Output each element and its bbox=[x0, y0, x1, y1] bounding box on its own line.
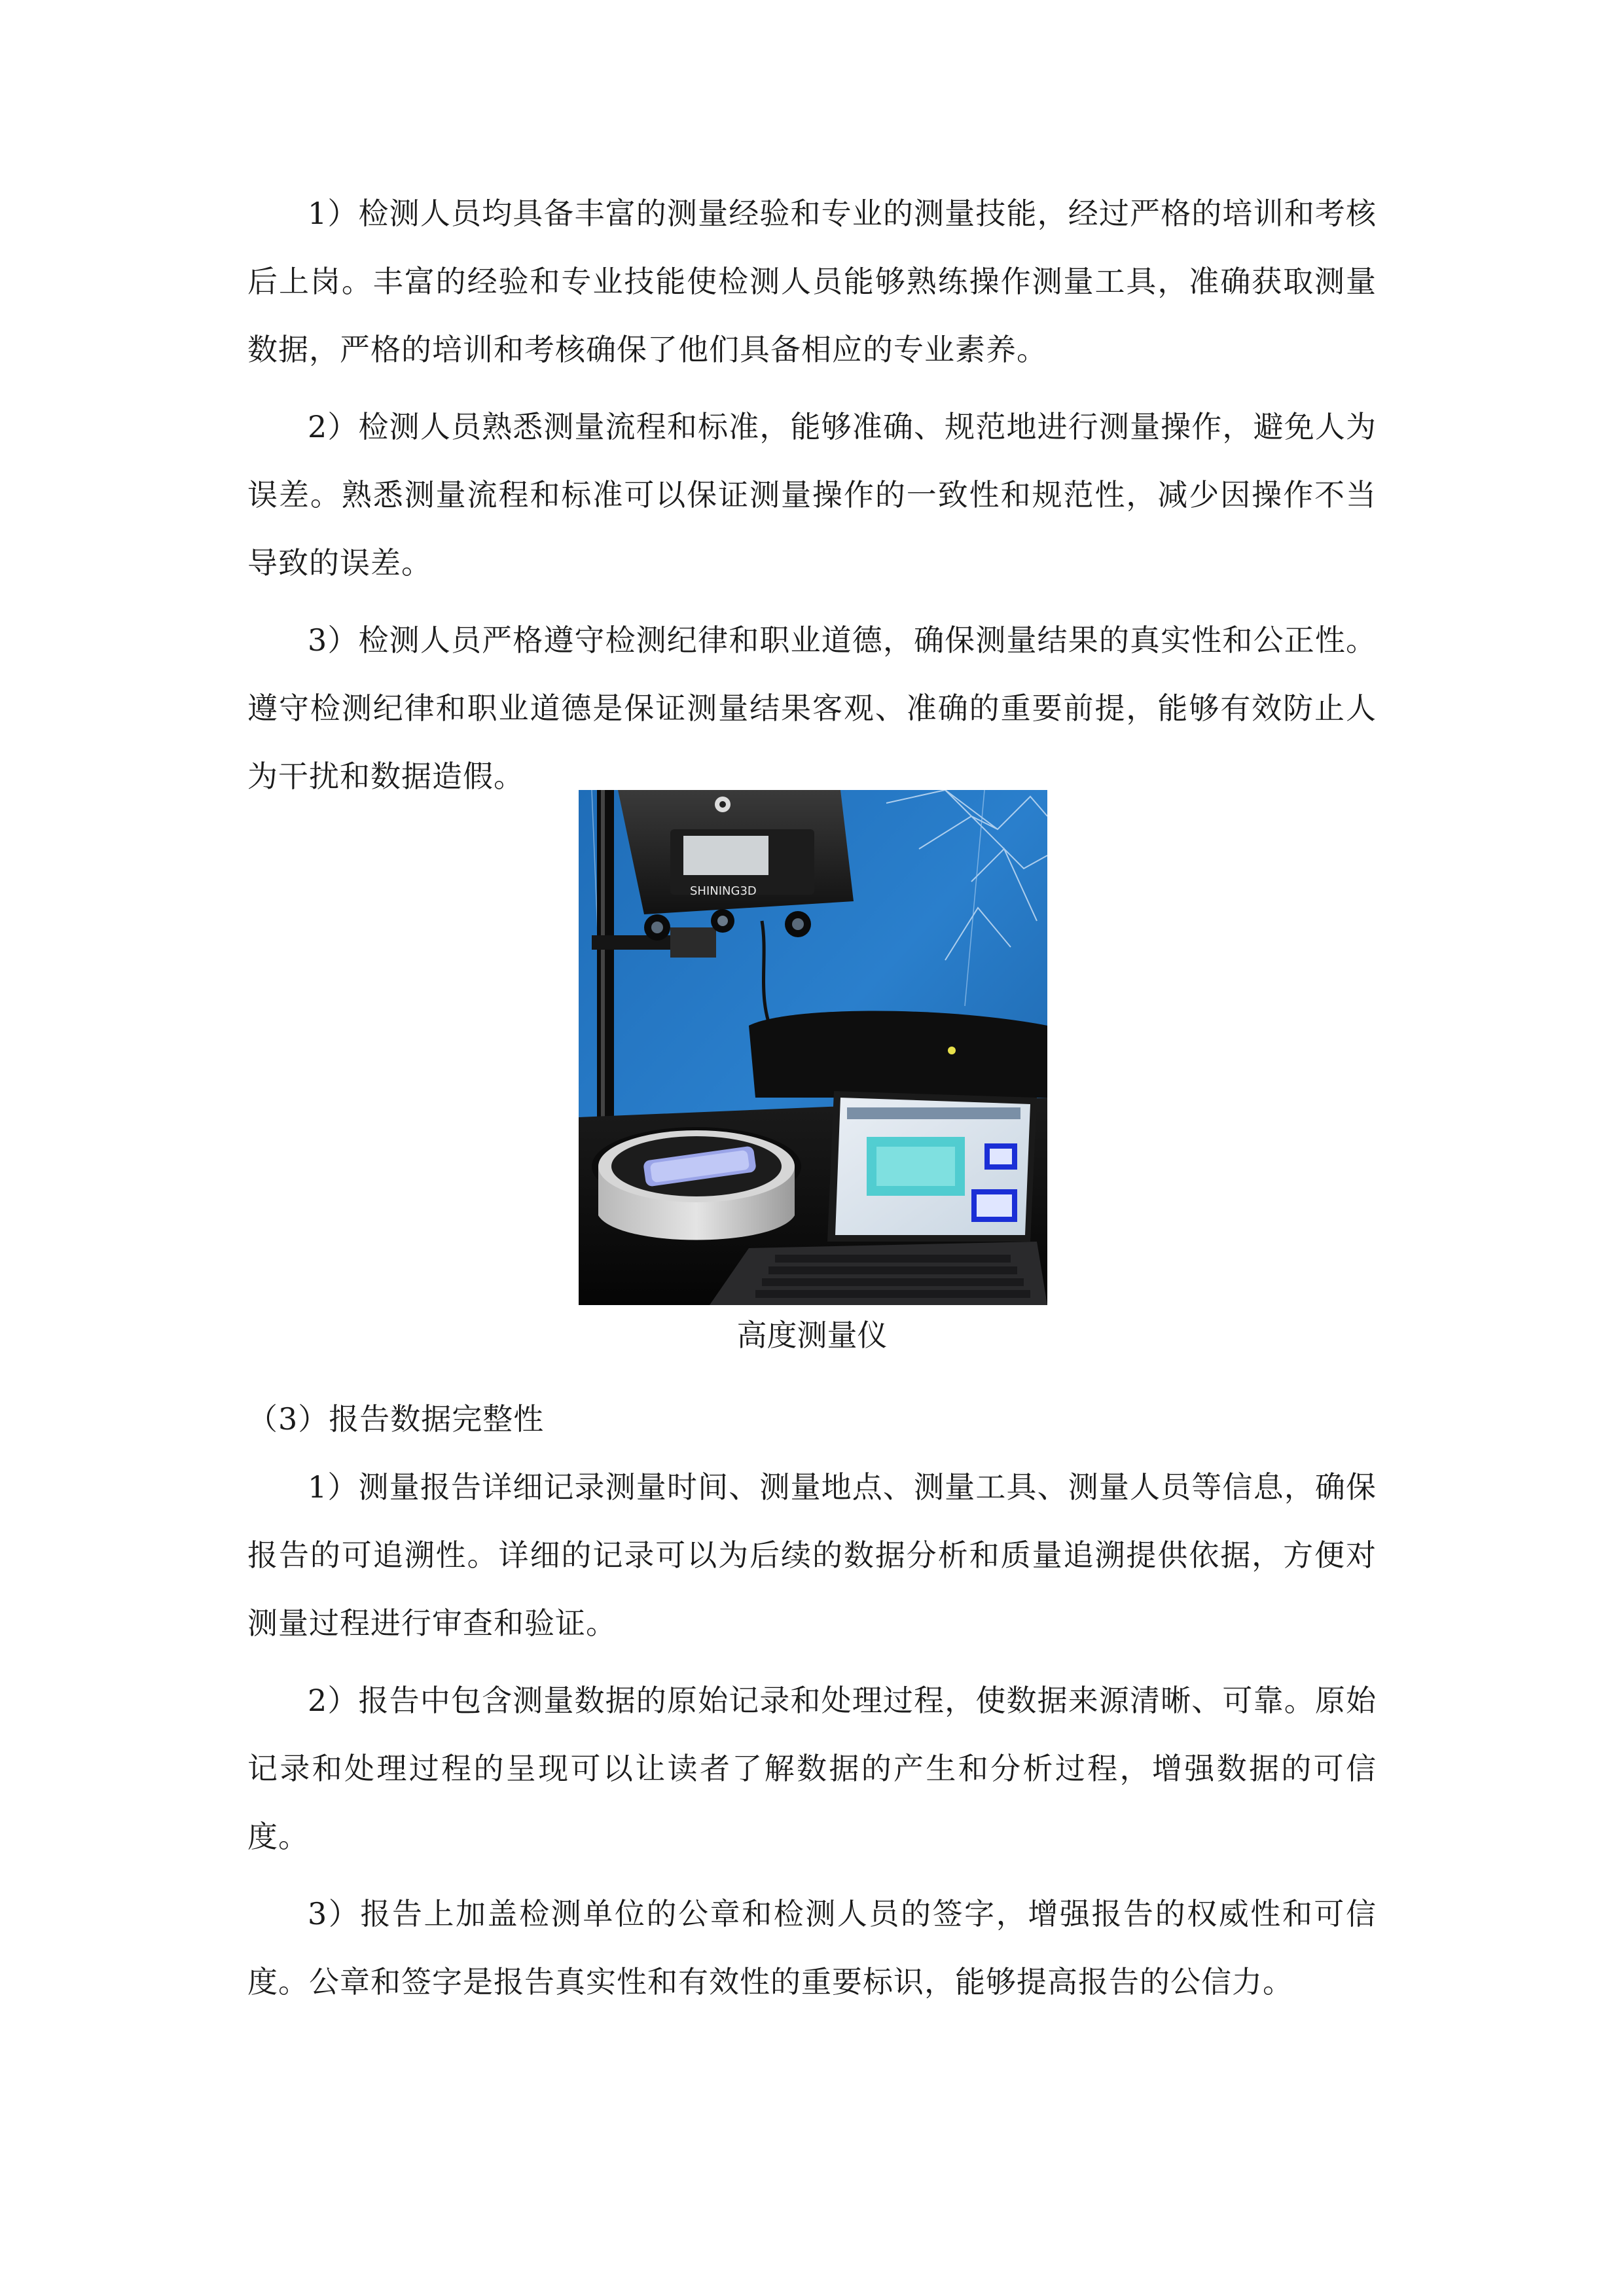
figure-caption: 高度测量仪 bbox=[736, 1318, 888, 1353]
bottom-text-block bbox=[247, 1385, 1377, 2016]
paragraph-5: 2）报告中包含测量数据的原始记录和处理过程，使数据来源清晰、可靠。原始记录和处理过程的呈现可以让读者了解数据的产生和分析过程，增强数据的可信度。 bbox=[247, 1683, 1377, 1854]
section-heading: （3）报告数据完整性 bbox=[247, 1401, 545, 1437]
paragraph-3: 3）检测人员严格遵守检测纪律和职业道德，确保测量结果的真实性和公正性。遵守检测纪律和职业道德是保证测量结果客观、准确的重要前提，能够有效防止人为干扰和数据造假。 bbox=[247, 622, 1377, 794]
paragraph-1: 1）检测人员均具备丰富的测量经验和专业的测量技能，经过严格的培训和考核后上岗。丰富的经验和专业技能使检测人员能够熟练操作测量工具，准确获取测量数据，严格的培训和考核确保了他们具备相应的专业素养。 bbox=[247, 196, 1377, 367]
top-text-block bbox=[247, 179, 1377, 810]
height-measuring-instrument-photo bbox=[579, 790, 1047, 1305]
paragraph-2: 2）检测人员熟悉测量流程和标准，能够准确、规范地进行测量操作，避免人为误差。熟悉测量流程和标准可以保证测量操作的一致性和规范性，减少因操作不当导致的误差。 bbox=[247, 409, 1377, 581]
paragraph-6: 3）报告上加盖检测单位的公章和检测人员的签字，增强报告的权威性和可信度。公章和签字是报告真实性和有效性的重要标识，能够提高报告的公信力。 bbox=[247, 1896, 1377, 2000]
scanner-brand-label: SHINING3D bbox=[690, 884, 757, 898]
paragraph-4: 1）测量报告详细记录测量时间、测量地点、测量工具、测量人员等信息，确保报告的可追溯性。详细的记录可以为后续的数据分析和质量追溯提供依据，方便对测量过程进行审查和验证。 bbox=[247, 1469, 1377, 1641]
photo-illustration bbox=[579, 790, 1047, 1305]
